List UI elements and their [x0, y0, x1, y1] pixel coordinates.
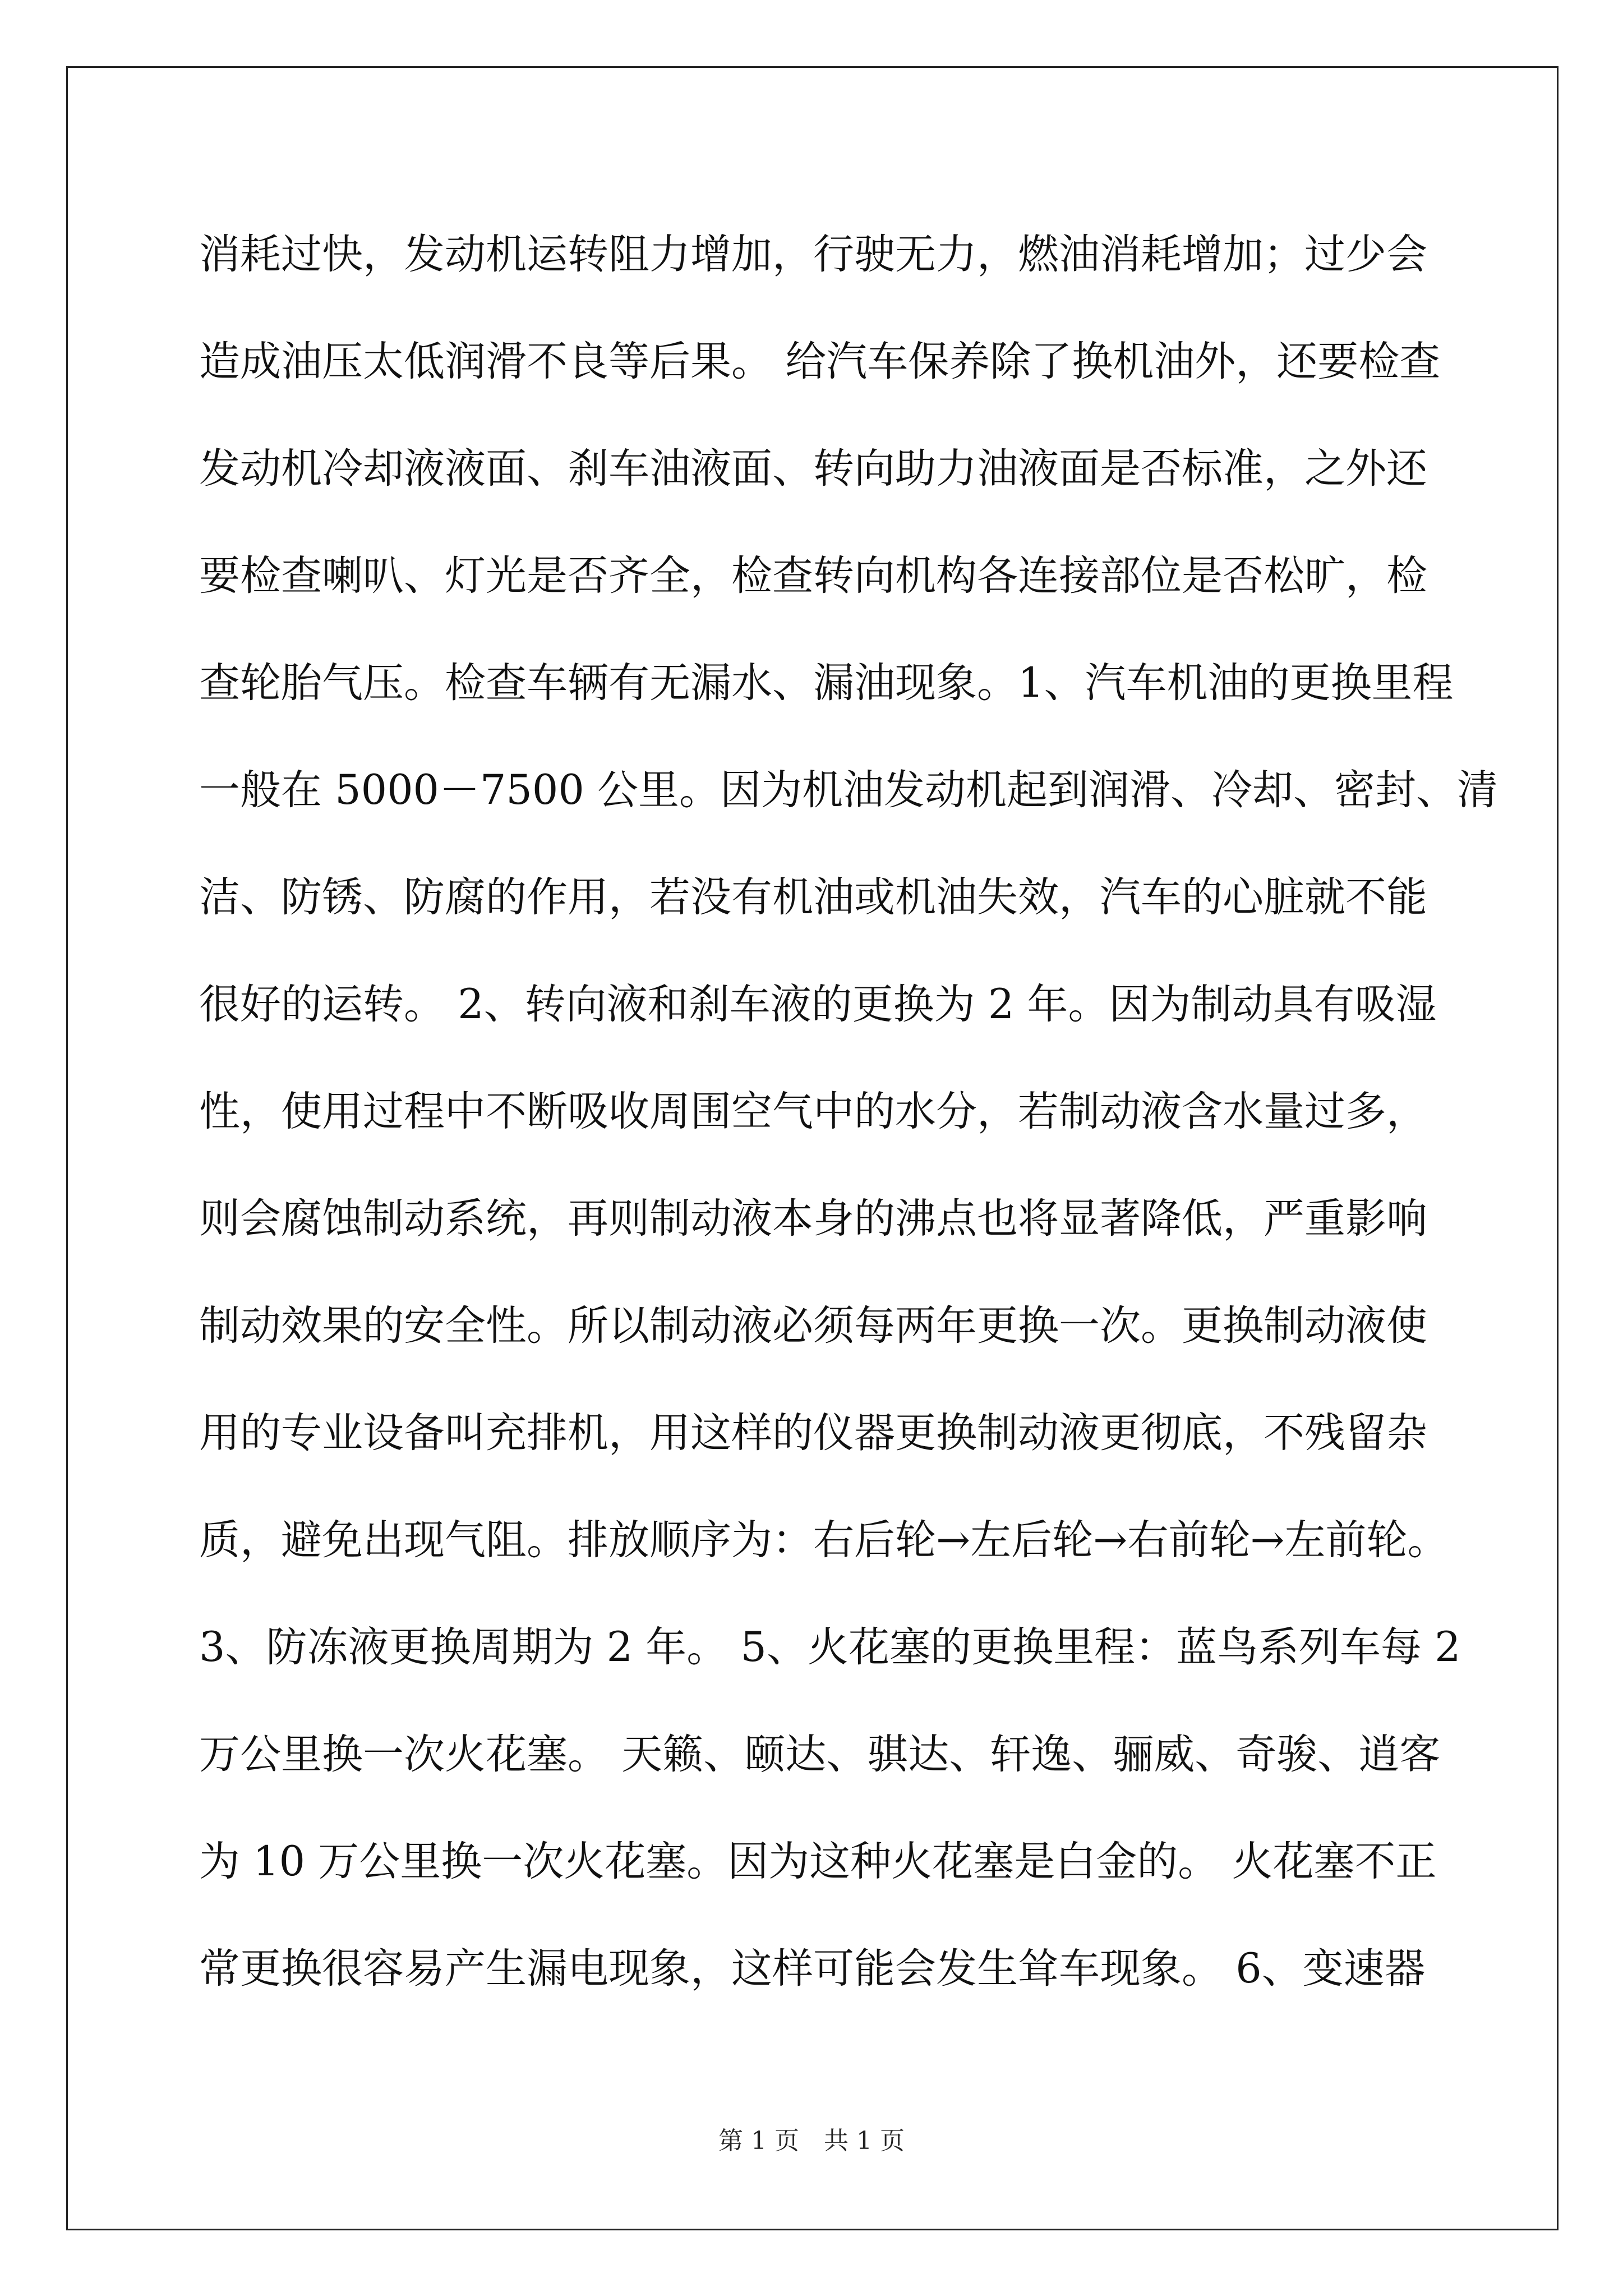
text-line: 万公里换一次火花塞。 天籁、颐达、骐达、轩逸、骊威、奇骏、逍客 — [199, 1731, 1441, 1778]
text-line: 要检查喇叭、灯光是否齐全，检查转向机构各连接部位是否松旷，检 — [199, 552, 1427, 600]
text-line: 质，避免出现气阻。排放顺序为：右后轮→左后轮→右前轮→左前轮。 — [199, 1516, 1449, 1564]
text-line: 性，使用过程中不断吸收周围空气中的水分，若制动液含水量过多， — [199, 1088, 1427, 1135]
page-number-footer: 第 1 页 共 1 页 — [718, 2127, 905, 2155]
text-line: 很好的运转。 2、转向液和刹车液的更换为 2 年。因为制动具有吸湿 — [199, 981, 1437, 1028]
text-line: 发动机冷却液液面、刹车油液面、转向助力油液面是否标准，之外还 — [199, 445, 1427, 493]
text-line: 用的专业设备叫充排机，用这样的仪器更换制动液更彻底，不残留杂 — [199, 1409, 1427, 1457]
text-line: 洁、防锈、防腐的作用，若没有机油或机油失效，汽车的心脏就不能 — [199, 873, 1427, 921]
text-line: 一般在 5000－7500 公里。因为机油发动机起到润滑、冷却、密封、清 — [199, 766, 1498, 814]
text-line: 造成油压太低润滑不良等后果。 给汽车保养除了换机油外，还要检查 — [199, 338, 1441, 385]
text-line: 则会腐蚀制动系统，再则制动液本身的沸点也将显著降低，严重影响 — [199, 1195, 1427, 1243]
document-body — [199, 201, 1498, 2022]
text-line: 制动效果的安全性。所以制动液必须每两年更换一次。更换制动液使 — [199, 1302, 1427, 1350]
text-line: 3、防冻液更换周期为 2 年。 5、火花塞的更换里程：蓝鸟系列车每 2 — [199, 1623, 1461, 1671]
text-line: 消耗过快，发动机运转阻力增加，行驶无力，燃油消耗增加；过少会 — [199, 231, 1427, 278]
text-line: 查轮胎气压。检查车辆有无漏水、漏油现象。1、汽车机油的更换里程 — [199, 659, 1454, 707]
text-line: 常更换很容易产生漏电现象，这样可能会发生耸车现象。 6、变速器 — [199, 1945, 1426, 1993]
text-line: 为 10 万公里换一次火花塞。因为这种火花塞是白金的。 火花塞不正 — [199, 1838, 1437, 1885]
